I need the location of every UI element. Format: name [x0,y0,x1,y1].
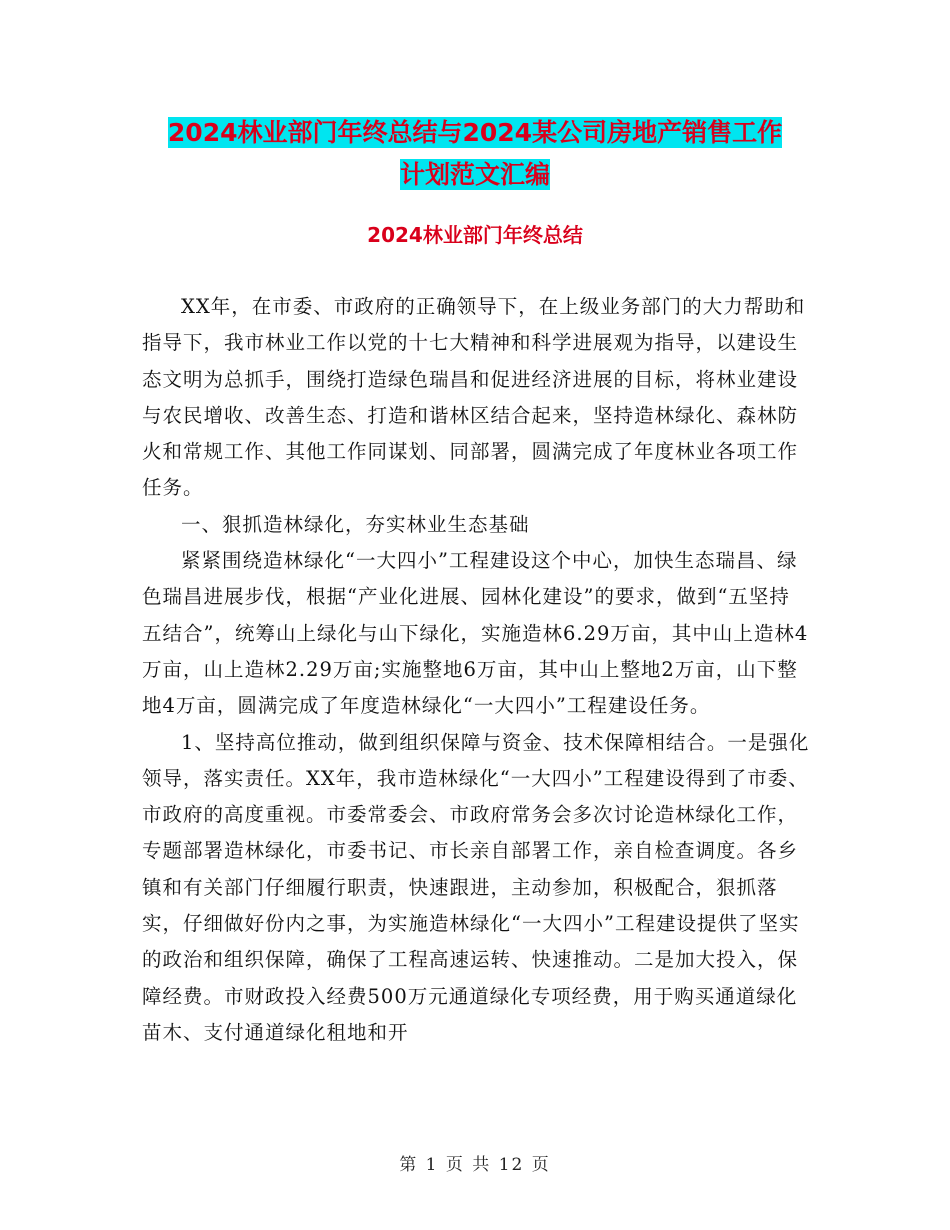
document-title [0,112,950,196]
document-title-line-2: 计划范文汇编 [399,160,550,189]
paragraph-afforestation: 紧紧围绕造林绿化“一大四小”工程建设这个中心，加快生态瑞昌、绿色瑞昌进展步伐，根据“产业化进展、园林化建设”的要求，做到“五坚持五结合”，统筹山上绿化与山下绿化，实施造林6.29万亩，其中山上造林4万亩，山上造林2.29万亩;实施整地6万亩，其中山上整地2万亩，山下整地4万亩，圆满完成了年度造林绿化“一大四小”工程建设任务。 [142,549,809,718]
document-body [142,289,810,1051]
paragraph-heading-1: 一、狠抓造林绿化，夯实林业生态基础 [181,512,530,536]
paragraph-point-1: 1、坚持高位推动，做到组织保障与资金、技术保障相结合。一是强化领导，落实责任。XX年，我市造林绿化“一大四小”工程建设得到了市委、市政府的高度重视。市委常委会、市政府常务会多次讨论造林绿化工作，专题部署造林绿化，市委书记、市长亲自部署工作，亲自检查调度。各乡镇和有关部门仔细履行职责，快速跟进，主动参加，积极配合，狠抓落实，仔细做好份内之事，为实施造林绿化“一大四小”工程建设提供了坚实的政治和组织保障，确保了工程高速运转、快速推动。二是加大投入，保障经费。市财政投入经费500万元通道绿化专项经费，用于购买通道绿化苗木、支付通道绿化租地和开 [142,730,810,1044]
paragraph-intro: XX年，在市委、市政府的正确领导下，在上级业务部门的大力帮助和指导下，我市林业工作以党的十七大精神和科学进展观为指导，以建设生态文明为总抓手，围绕打造绿色瑞昌和促进经济进展的目标，将林业建设与农民增收、改善生态、打造和谐林区结合起来，坚持造林绿化、森林防火和常规工作、其他工作同谋划、同部署，圆满完成了年度林业各项工作任务。 [142,295,806,500]
section-title: 2024林业部门年终总结 [367,223,583,247]
page-footer: 第 1 页 共 12 页 [399,1155,551,1175]
document-title-line-1: 2024林业部门年终总结与2024某公司房地产销售工作 [167,118,783,147]
